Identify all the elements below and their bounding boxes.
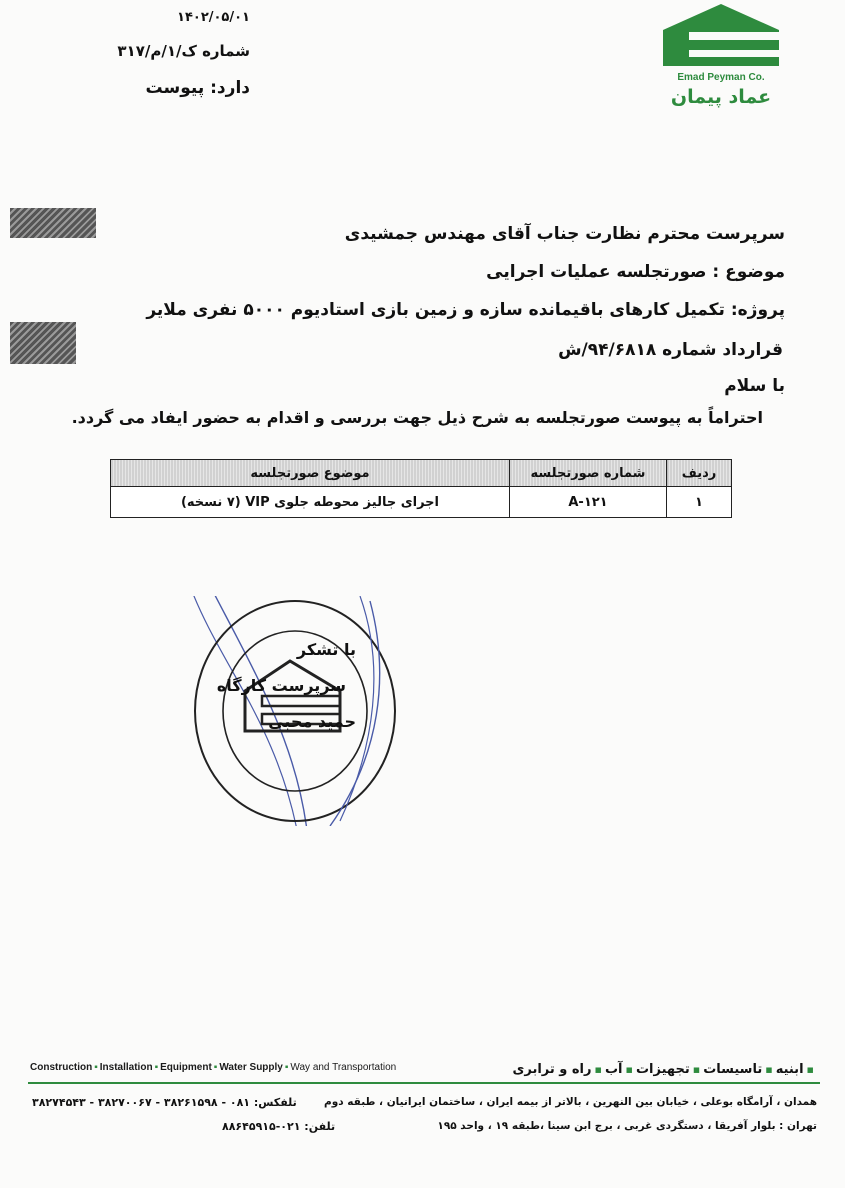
phone-tehran-value: ۰۲۱-۸۸۶۴۵۹۱۵: [222, 1120, 301, 1133]
scan-edge-mark: [10, 322, 76, 364]
address-tehran: تهران : بلوار آفریقا ، دستگردی غربی ، برج ابن سینا ،طبقه ۱۹ ، واحد ۱۹۵: [437, 1120, 817, 1132]
signature-name: حمید محبی: [268, 712, 356, 731]
footer-divider: [28, 1082, 820, 1084]
service-en: Installation: [99, 1062, 153, 1073]
scan-edge-mark: [10, 208, 96, 238]
greeting-line: با سلام: [724, 376, 785, 396]
phone-tehran-label: تلفن:: [304, 1120, 336, 1133]
footer-services-fa: ▪ابنیه▪تاسیسات▪تجهیزات▪آب▪راه و ترابری: [512, 1062, 814, 1077]
service-en: Way and Transportation: [290, 1062, 397, 1073]
attachment-note: دارد: پیوست: [145, 78, 250, 98]
minutes-table: [110, 459, 732, 518]
body-text: احتراماً به پیوست صورتجلسه به شرح ذیل جهت بررسی و اقدام به حضور ایفاد می گردد.: [71, 408, 763, 427]
cell-row-number: ۱: [667, 487, 732, 518]
service-en: Water Supply: [219, 1062, 283, 1073]
service-fa: تجهیزات: [635, 1062, 690, 1077]
service-en: Construction: [30, 1062, 93, 1073]
phone-hamedan-label: تلفکس:: [253, 1096, 297, 1109]
service-fa: تاسیسات: [703, 1062, 763, 1077]
header-minutes-subject: موضوع صورتجلسه: [111, 460, 510, 487]
phone-hamedan: [32, 1096, 297, 1109]
company-name-fa: عماد پیمان: [670, 86, 772, 108]
footer-services-en: Construction ▪ Installation ▪ Equipment ▪ Water Supply ▪ Way and Transportation: [30, 1062, 397, 1073]
signature-role: سرپرست کارگاه: [216, 676, 346, 695]
contract-line: قرارداد شماره ۹۴/۶۸۱۸/ش: [558, 340, 783, 360]
header-row-number: ردیف: [667, 460, 732, 487]
letter-date: ۱۴۰۲/۰۵/۰۱: [177, 10, 250, 25]
service-fa: راه و ترابری: [512, 1062, 592, 1077]
address-hamedan: همدان ، آرامگاه بوعلی ، خیابان بین النهرین ، بالاتر از بیمه ایران ، ساختمان ایرانیان ، طبقه دوم: [324, 1096, 817, 1108]
letter-number-label: شماره: [202, 42, 250, 60]
signature-thanks: با تشکر: [296, 640, 356, 659]
project-line: پروژه: تکمیل کارهای باقیمانده سازه و زمین بازی استادیوم ۵۰۰۰ نفری ملایر: [146, 300, 785, 320]
service-en: Equipment: [160, 1062, 212, 1073]
company-stamp-icon: [190, 596, 400, 826]
cell-minutes-number: A-۱۲۱: [510, 487, 667, 518]
header-minutes-number: شماره صورتجلسه: [510, 460, 667, 487]
cell-minutes-subject: اجرای جالیز محوطه جلوی VIP (۷ نسخه): [111, 487, 510, 518]
letter-number: [70, 42, 250, 60]
subject-line: موضوع : صورتجلسه عملیات اجرایی: [486, 262, 785, 282]
table-header-row: [111, 460, 732, 487]
recipient-line: سرپرست محترم نظارت جناب آقای مهندس جمشیدی: [344, 224, 785, 244]
table-row: [111, 487, 732, 518]
service-fa: ابنیه: [775, 1062, 804, 1077]
phone-tehran: [222, 1120, 335, 1133]
letter-number-value: ک/۱/م/۳۱۷: [117, 42, 197, 60]
phone-hamedan-value: ۰۸۱ - ۳۸۲۶۱۵۹۸ - ۳۸۲۷۰۰۶۷ - ۳۸۲۷۴۵۴۳: [32, 1096, 251, 1109]
service-fa: آب: [604, 1062, 623, 1077]
company-name-en: Emad Peyman Co.: [677, 72, 765, 83]
